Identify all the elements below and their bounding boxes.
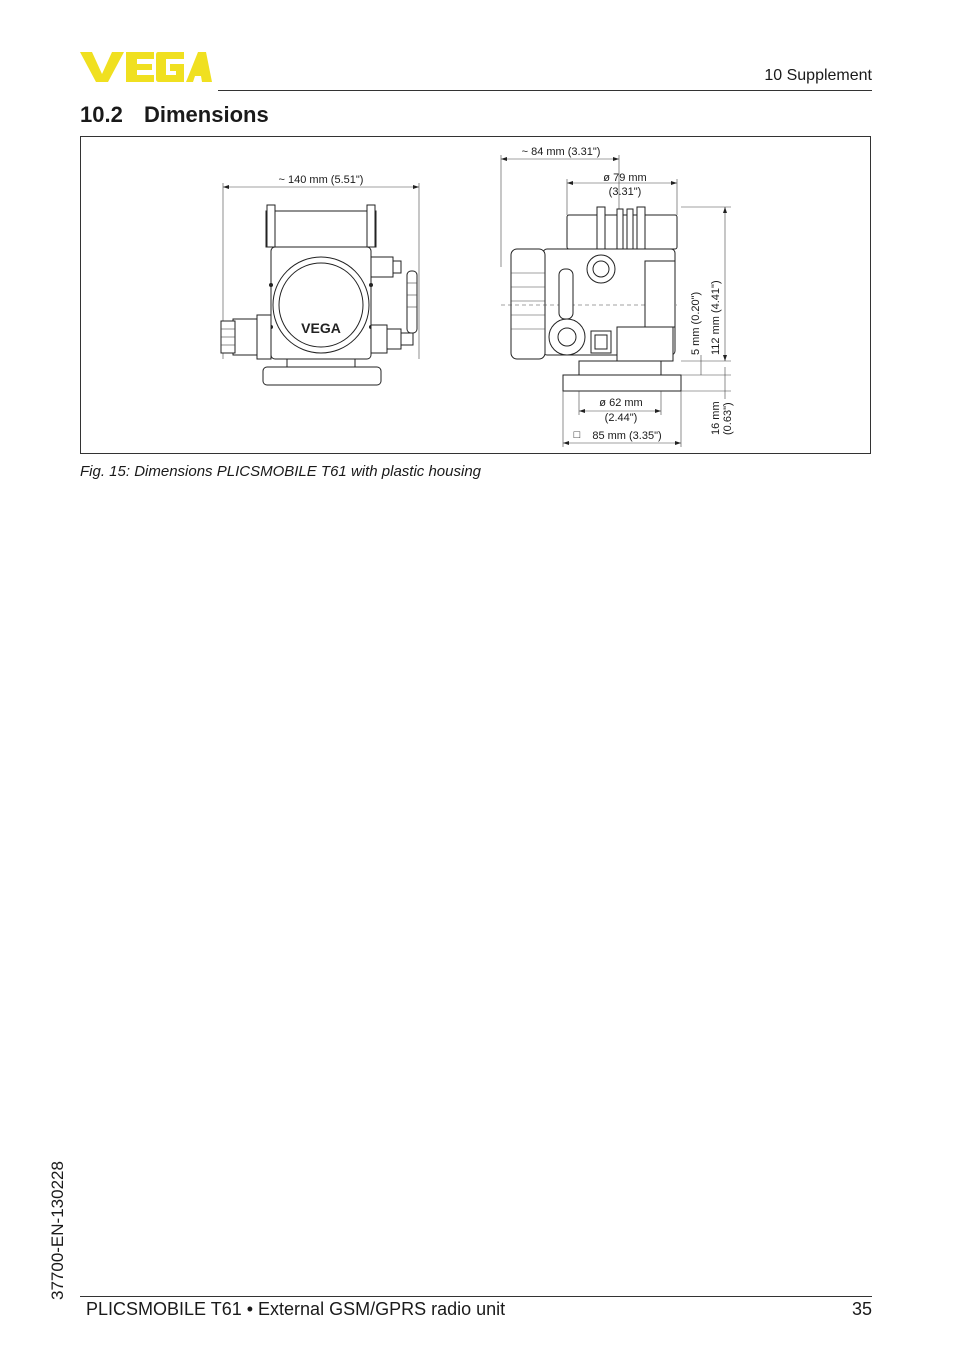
section-reference: 10 Supplement: [764, 67, 872, 84]
square-symbol: □: [573, 429, 581, 441]
dim-height-gap: 5 mm (0.20"): [690, 291, 702, 355]
dimension-drawing: [80, 136, 871, 454]
figure-caption: Fig. 15: Dimensions PLICSMOBILE T61 with plastic housing: [80, 463, 482, 480]
page-number: 35: [851, 1299, 872, 1319]
header-rule: [218, 90, 872, 91]
dimension-drawing-svg: [81, 137, 870, 453]
dim-width-front: ~ 140 mm (5.51"): [278, 174, 364, 186]
device-logo-label: VEGA: [301, 320, 341, 336]
logo-text: VEGA: [80, 83, 83, 84]
vega-logo: [80, 50, 212, 84]
dim-diameter-top-inch: (3.31"): [608, 186, 642, 198]
front-view: [221, 174, 419, 385]
dim-diameter-bottom-inch: (2.44"): [604, 412, 638, 424]
dim-diameter-top: ø 79 mm: [603, 172, 647, 184]
dim-flange-height-inch: (0.63"): [722, 402, 734, 435]
dim-width-side: ~ 84 mm (3.31"): [521, 146, 601, 158]
side-view: [501, 146, 734, 447]
section-heading: [80, 102, 269, 128]
dim-flange-height: 16 mm: [710, 401, 722, 435]
section-number: 10.2: [80, 102, 123, 127]
document-code: 37700-EN-130228: [48, 1161, 67, 1300]
footer-title: PLICSMOBILE T61 • External GSM/GPRS radio unit: [86, 1299, 506, 1319]
footer-rule: [80, 1296, 872, 1297]
dim-height-total: 112 mm (4.41"): [710, 280, 722, 355]
dim-diameter-bottom: ø 62 mm: [599, 397, 643, 409]
dim-square-flange: 85 mm (3.35"): [592, 430, 662, 442]
section-title: Dimensions: [144, 102, 269, 127]
